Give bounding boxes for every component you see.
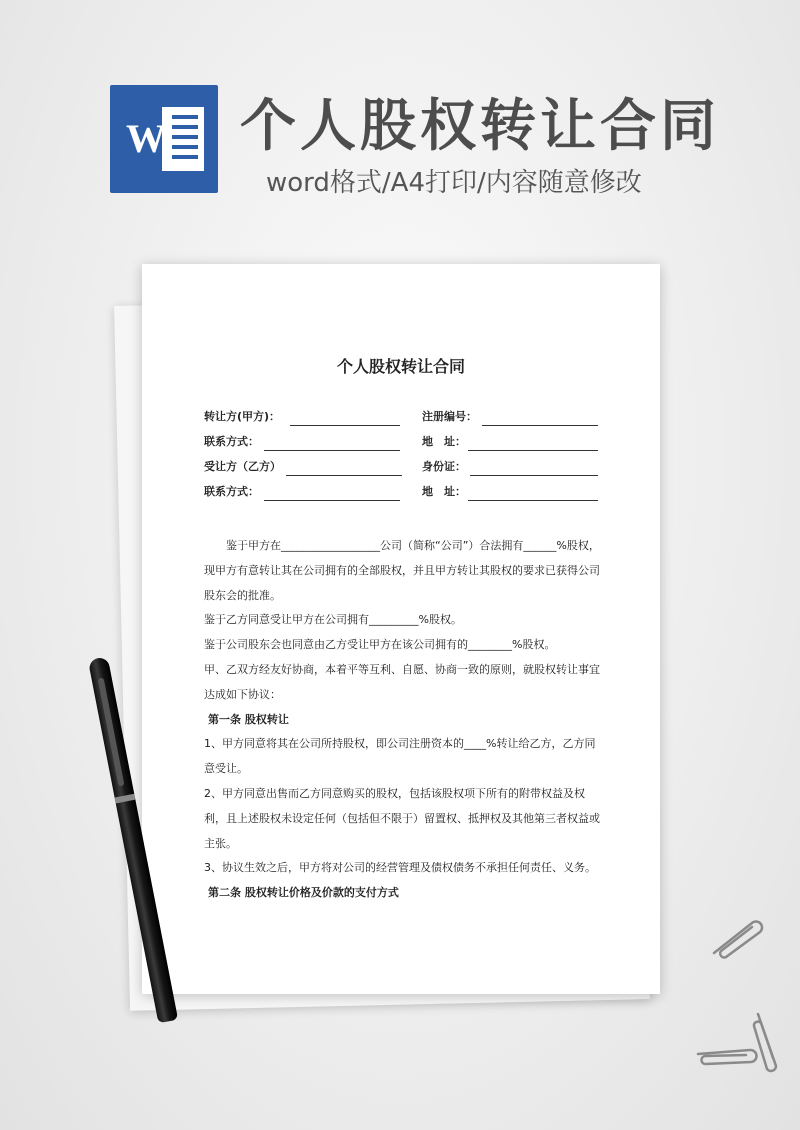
- field-blank: [264, 500, 400, 501]
- document-page: [142, 264, 660, 994]
- field-label-transferee: 受让方（乙方）: [204, 460, 281, 473]
- body-paragraph: 鉴于甲方在__________________公司（简称“公司”）合法拥有______%股权，现甲方有意转让其在公司拥有的全部股权，并且甲方转让其股权的要求已获得公司股东会的批准。: [204, 539, 600, 602]
- page-subtitle: word格式/A4打印/内容随意修改: [266, 168, 642, 198]
- party-fields: [204, 408, 604, 508]
- field-row: [204, 483, 604, 508]
- field-label-contact: 联系方式：: [204, 435, 259, 448]
- promo-header: [0, 0, 800, 240]
- field-blank: [468, 450, 598, 451]
- paperclip-icon: [694, 1040, 760, 1070]
- field-blank: [286, 475, 402, 476]
- field-label-id: 身份证：: [422, 460, 466, 473]
- document-title: 个人股权转让合同: [336, 357, 465, 376]
- article-heading: 第二条 股权转让价格及价款的支付方式: [208, 886, 399, 900]
- field-label-transferor: 转让方(甲方)：: [204, 410, 281, 423]
- body-paragraph: 3、协议生效之后，甲方将对公司的经营管理及债权债务不承担任何责任、义务。: [204, 861, 596, 875]
- body-paragraph: 1、甲方同意将其在公司所持股权，即公司注册资本的____%转让给乙方，乙方同意受让。: [204, 737, 596, 776]
- field-row: [204, 458, 604, 483]
- field-blank: [264, 450, 400, 451]
- field-blank: [482, 425, 598, 426]
- word-letter: W: [126, 116, 166, 161]
- article-heading: 第一条 股权转让: [208, 712, 289, 726]
- field-row: [204, 433, 604, 458]
- body-paragraph: 甲、乙双方经友好协商，本着平等互利、自愿、协商一致的原则，就股权转让事宜达成如下协议：: [204, 662, 600, 701]
- field-blank: [468, 500, 598, 501]
- page-title: 个人股权转让合同: [240, 94, 720, 159]
- field-blank: [290, 425, 400, 426]
- field-label-registration: 注册编号：: [422, 410, 477, 423]
- body-paragraph: 鉴于公司股东会也同意由乙方受让甲方在该公司拥有的________%股权。: [204, 638, 556, 652]
- body-paragraph: 2、甲方同意出售而乙方同意购买的股权，包括该股权项下所有的附带权益及权利，且上述股权未设定任何（包括但不限于）留置权、抵押权及其他第三者权益或主张。: [204, 786, 600, 850]
- field-label-address: 地 址：: [422, 485, 466, 498]
- paperclip-icon: [706, 915, 768, 963]
- field-row: [204, 408, 604, 433]
- field-label-address: 地 址：: [422, 435, 466, 448]
- field-blank: [470, 475, 598, 476]
- contract-body: [204, 534, 604, 906]
- document-lines-icon: [162, 107, 204, 171]
- body-paragraph: 鉴于乙方同意受让甲方在公司拥有_________%股权。: [204, 613, 462, 627]
- field-label-contact: 联系方式：: [204, 485, 259, 498]
- word-icon: [110, 85, 218, 193]
